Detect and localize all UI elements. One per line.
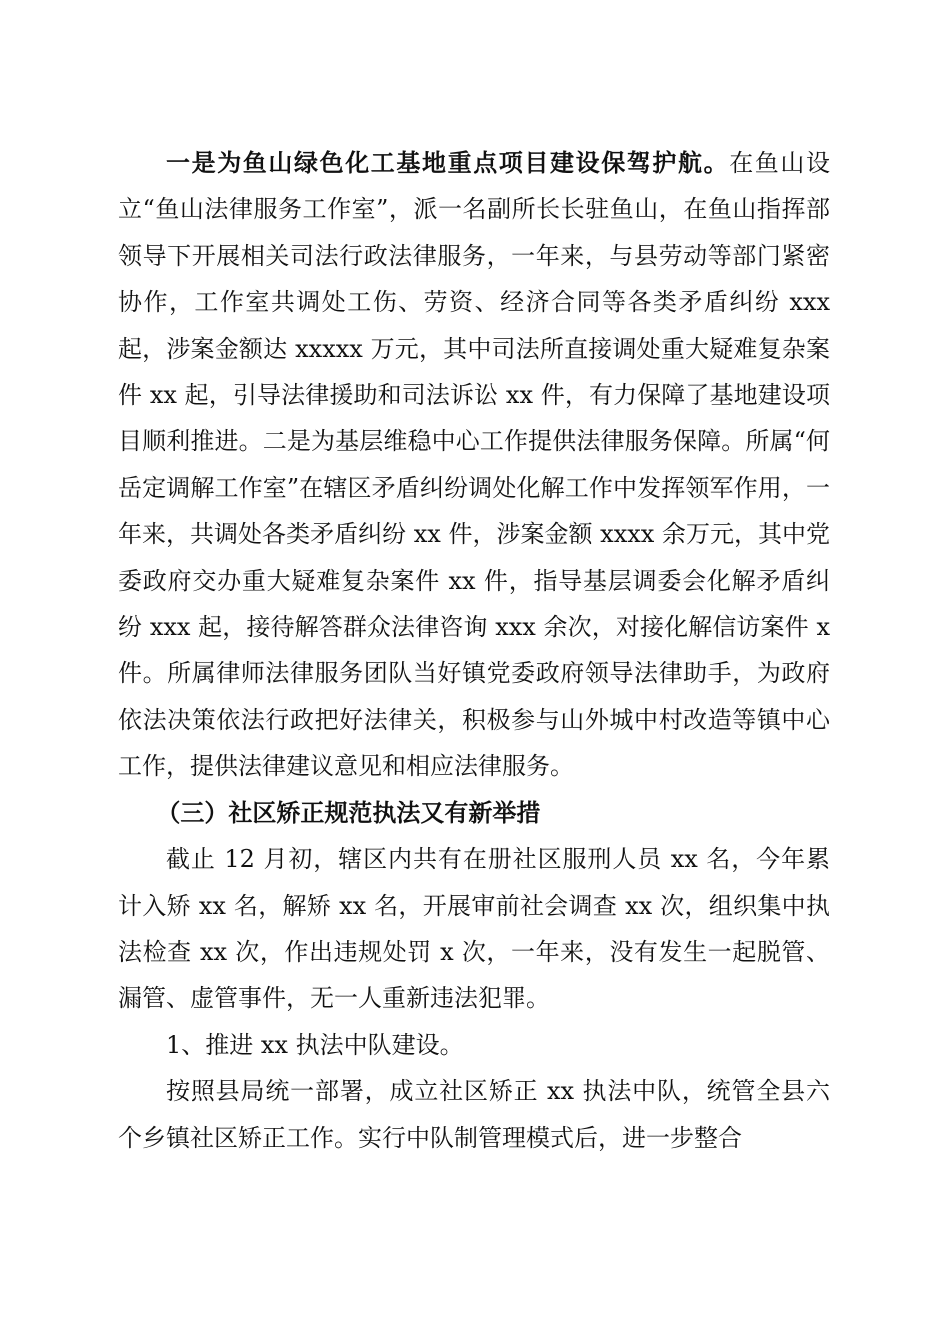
document-body xyxy=(118,140,830,1161)
paragraph-correction-stats: 截止 12 月初，辖区内共有在册社区服刑人员 xx 名，今年累计入矫 xx 名，解矫 xx 名，开展审前社会调查 xx 次，组织集中执法检查 xx 次，作出违规处罚 x 次，一年来，没有发生一起脱管、漏管、虚管事件，无一人重新违法犯罪。 xyxy=(118,845,830,1013)
paragraph-squad-deployment: 按照县局统一部署，成立社区矫正 xx 执法中队，统管全县六个乡镇社区矫正工作。实行中队制管理模式后，进一步整合 xyxy=(118,1077,830,1152)
subheading-enforcement-squad: 1、推进 xx 执法中队建设。 xyxy=(166,1030,464,1059)
paragraph-text: 在鱼山设立“鱼山法律服务工作室”，派一名副所长长驻鱼山，在鱼山指挥部领导下开展相关司法行政法律服务，一年来，与县劳动等部门紧密协作，工作室共调处工伤、劳资、经济合同等各类矛盾纠纷 xxx 起，涉案金额达 xxxxx 万元，其中司法所直接调处重大疑难复杂案件 xx 起，引导法律援助和司法诉讼 xx 件，有力保障了基地建设项目顺利推进。二是为基层维稳中心工作提供法律服务保障。所属“何岳定调解工作室”在辖区矛盾纠纷调处化解工作中发挥领军作用，一年来，共调处各类矛盾纠纷 xx 件，涉案金额 xxxx 余万元，其中党委政府交办重大疑难复杂案件 xx 件，指导基层调委会化解矛盾纠纷 xxx 起，接待解答群众法律咨询 xxx 余次，对接化解信访案件 x 件。所属律师法律服务团队当好镇党委政府领导法律助手，为政府依法决策依法行政把好法律关，积极参与山外城中村改造等镇中心工作，提供法律建议意见和相应法律服务。 xyxy=(118,149,831,781)
section-heading-community-correction: （三）社区矫正规范执法又有新举措 xyxy=(156,797,541,827)
paragraph-lead-sentence: 一是为鱼山绿色化工基地重点项目建设保驾护航。 xyxy=(166,148,730,177)
paragraph-service-guarantee xyxy=(118,140,830,790)
